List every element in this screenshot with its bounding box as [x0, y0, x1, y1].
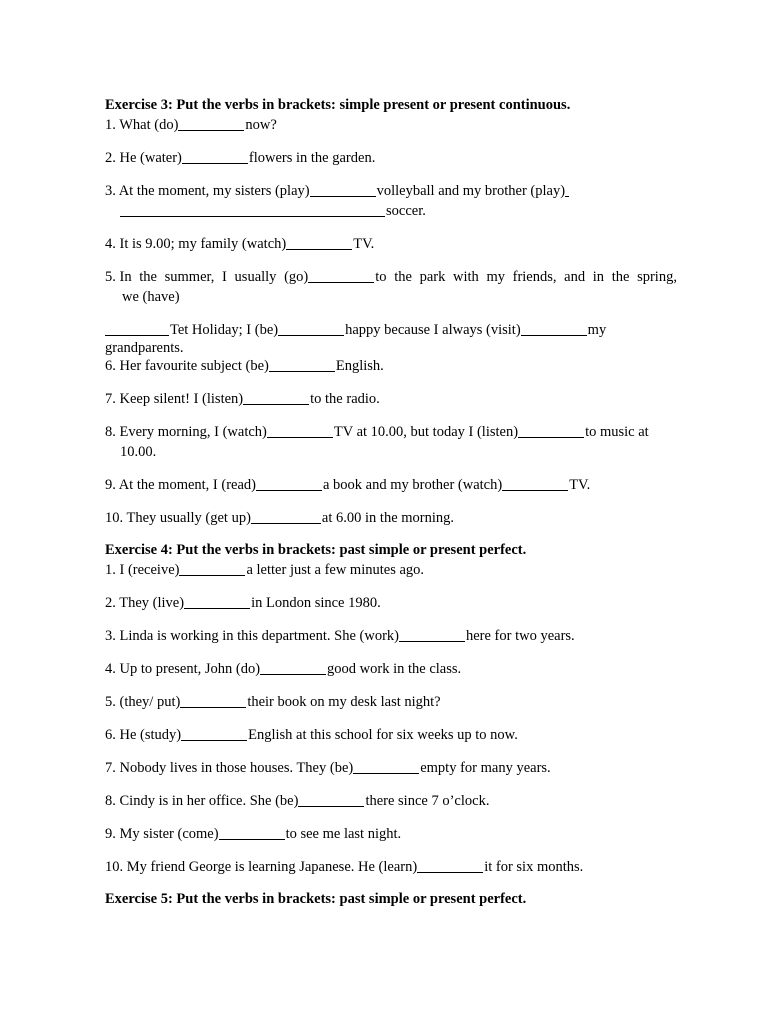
ex3-question-5-line-3: Tet Holiday; I (be) happy because I always (visit) my	[105, 320, 677, 340]
answer-blank[interactable]	[565, 182, 569, 197]
exercise-5-heading: Exercise 5: Put the verbs in brackets: past simple or present perfect.	[105, 891, 527, 907]
ex3-question-5: 5. In the summer, I usually (go) to the park with my friends, and in the spring,	[105, 269, 677, 285]
ex4-question-1: 1. I (receive) a letter just a few minutes ago.	[105, 562, 425, 578]
ex4-question-4: 4. Up to present, John (do) good work in the class.	[105, 661, 462, 677]
ex4-question-8: 8. Cindy is in her office. She (be) there since 7 o’clock.	[105, 793, 490, 809]
ex3-question-8: 8. Every morning, I (watch) TV at 10.00, but today I (listen) to music at	[105, 424, 649, 440]
worksheet	[105, 96, 677, 909]
answer-blank[interactable]	[502, 476, 568, 491]
ex3-question-10: 10. They usually (get up) at 6.00 in the morning.	[105, 510, 455, 526]
answer-blank[interactable]	[278, 321, 344, 336]
answer-blank[interactable]	[243, 390, 309, 405]
ex4-question-7: 7. Nobody lives in those houses. They (be) empty for many years.	[105, 760, 551, 776]
ex3-question-3: 3. At the moment, my sisters (play) volleyball and my brother (play)	[105, 181, 677, 201]
answer-blank[interactable]	[181, 726, 247, 741]
ex3-question-2: 2. He (water) flowers in the garden.	[105, 150, 376, 166]
answer-blank[interactable]	[521, 321, 587, 336]
answer-blank[interactable]	[179, 561, 245, 576]
ex4-question-10: 10. My friend George is learning Japanese. He (learn) it for six months.	[105, 859, 584, 875]
ex3-question-1: 1. What (do) now?	[105, 117, 277, 133]
ex4-question-2: 2. They (live) in London since 1980.	[105, 595, 381, 611]
answer-blank[interactable]	[256, 476, 322, 491]
answer-blank[interactable]	[105, 321, 169, 336]
answer-blank[interactable]	[310, 182, 376, 197]
ex3-question-5-line-4: grandparents.	[105, 340, 184, 356]
ex3-question-4: 4. It is 9.00; my family (watch) TV.	[105, 236, 375, 252]
ex3-question-8-cont: 10.00.	[120, 444, 157, 460]
ex3-question-7: 7. Keep silent! I (listen) to the radio.	[105, 391, 380, 407]
ex3-question-5-line-2: we (have)	[122, 289, 180, 305]
answer-blank[interactable]	[399, 627, 465, 642]
answer-blank[interactable]	[286, 235, 352, 250]
answer-blank[interactable]	[180, 693, 246, 708]
exercise-4-heading: Exercise 4: Put the verbs in brackets: past simple or present perfect.	[105, 542, 527, 558]
ex4-question-6: 6. He (study) English at this school for six weeks up to now.	[105, 727, 518, 743]
answer-blank[interactable]	[251, 509, 321, 524]
ex4-question-5: 5. (they/ put) their book on my desk last night?	[105, 694, 441, 710]
answer-blank[interactable]	[267, 423, 333, 438]
ex4-question-9: 9. My sister (come) to see me last night.	[105, 826, 402, 842]
answer-blank[interactable]	[269, 357, 335, 372]
answer-blank[interactable]	[178, 116, 244, 131]
exercise-3-heading: Exercise 3: Put the verbs in brackets: simple present or present continuous.	[105, 97, 571, 113]
answer-blank[interactable]	[308, 268, 374, 283]
answer-blank[interactable]	[184, 594, 250, 609]
ex3-question-6: 6. Her favourite subject (be) English.	[105, 358, 384, 374]
answer-blank[interactable]	[298, 792, 364, 807]
answer-blank[interactable]	[120, 202, 385, 217]
answer-blank[interactable]	[260, 660, 326, 675]
answer-blank[interactable]	[182, 149, 248, 164]
answer-blank[interactable]	[353, 759, 419, 774]
answer-blank[interactable]	[219, 825, 285, 840]
answer-blank[interactable]	[417, 858, 483, 873]
ex3-question-3-cont: soccer.	[105, 201, 677, 221]
ex3-question-9: 9. At the moment, I (read) a book and my brother (watch) TV.	[105, 477, 591, 493]
answer-blank[interactable]	[518, 423, 584, 438]
ex4-question-3: 3. Linda is working in this department. She (work) here for two years.	[105, 628, 575, 644]
